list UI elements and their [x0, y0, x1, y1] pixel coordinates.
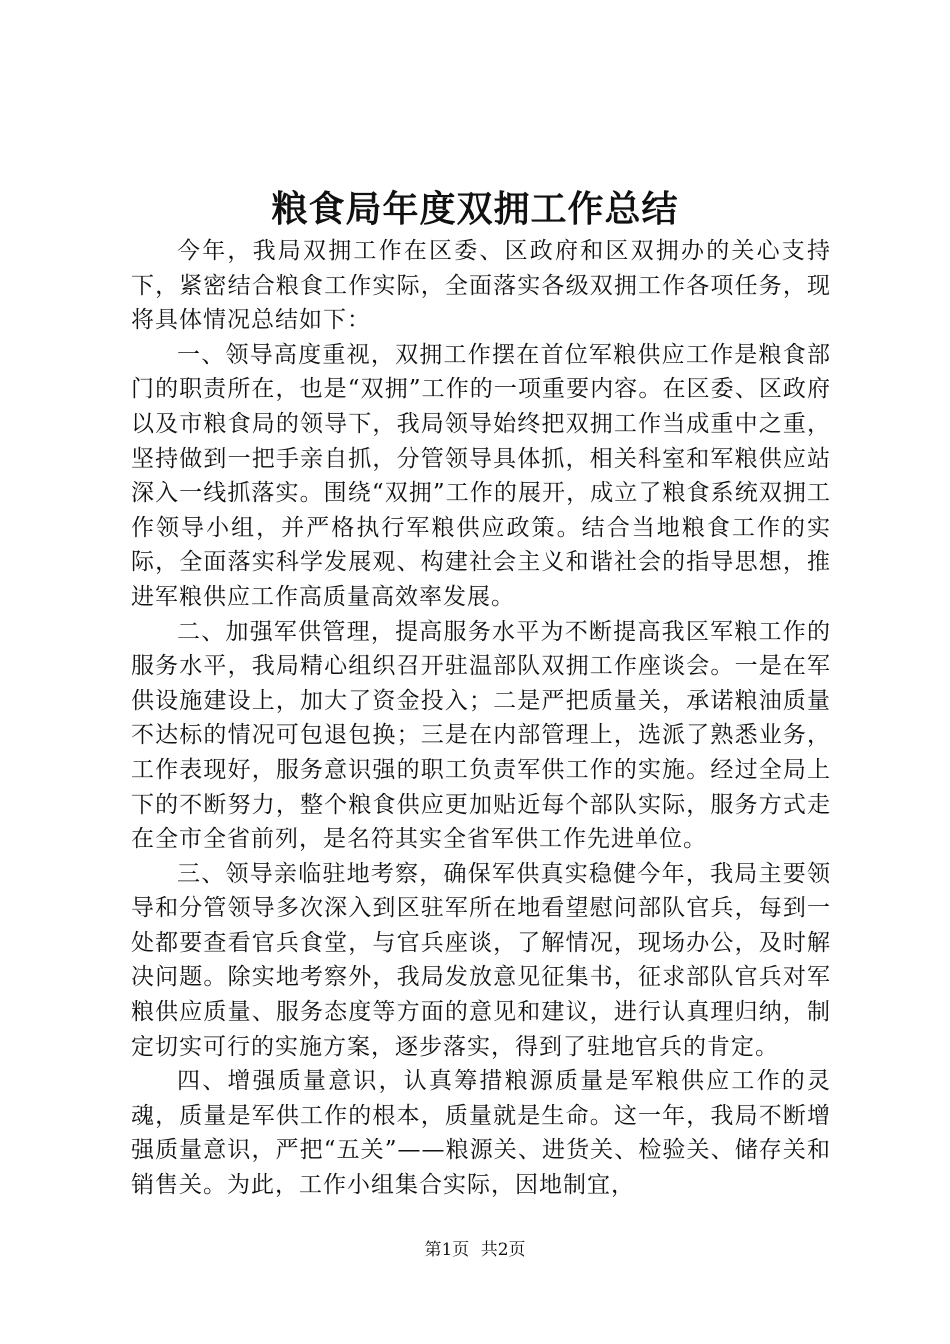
- paragraph-section-1: 一、领导高度重视，双拥工作摆在首位军粮供应工作是粮食部门的职责所在，也是“双拥”工作的一项重要内容。在区委、区政府以及市粮食局的领导下，我局领导始终把双拥工作当成重中之重，坚持做到一把手亲自抓，分管领导具体抓，相关科室和军粮供应站深入一线抓落实。围绕“双拥”工作的展开，成立了粮食系统双拥工作领导小组，并严格执行军粮供应政策。结合当地粮食工作的实际，全面落实科学发展观、构建社会主义和谐社会的指导思想，推进军粮供应工作高质量高效率发展。: [131, 341, 831, 610]
- document-title: 粮食局年度双拥工作总结: [271, 189, 679, 230]
- paragraph-section-2: 二、加强军供管理，提高服务水平为不断提高我区军粮工作的服务水平，我局精心组织召开驻温部队双拥工作座谈会。一是在军供设施建设上，加大了资金投入；二是严把质量关，承诺粮油质量不达标的情况可包退包换；三是在内部管理上，选派了熟悉业务，工作表现好，服务意识强的职工负责军供工作的实施。经过全局上下的不断努力，整个粮食供应更加贴近每个部队实际，服务方式走在全市全省前列，是名符其实全省军供工作先进单位。: [131, 618, 831, 853]
- paragraph-section-4: 四、增强质量意识，认真筹措粮源质量是军粮供应工作的灵魂，质量是军供工作的根本，质量就是生命。这一年，我局不断增强质量意识，严把“五关”——粮源关、进货关、检验关、储存关和销售关。为此，工作小组集合实际，因地制宜，: [131, 1068, 831, 1199]
- document-body: [131, 234, 831, 1203]
- page-number: 第1页: [424, 1240, 470, 1260]
- paragraph-intro: 今年，我局双拥工作在区委、区政府和区双拥办的关心支持下，紧密结合粮食工作实际，全面落实各级双拥工作各项任务，现将具体情况总结如下：: [131, 238, 831, 334]
- page-footer: [0, 1238, 950, 1262]
- paragraph-section-3: 三、领导亲临驻地考察，确保军供真实稳健今年，我局主要领导和分管领导多次深入到区驻军所在地看望慰问部队官兵，每到一处都要查看官兵食堂，与官兵座谈，了解情况，现场办公，及时解决问题。除实地考察外，我局发放意见征集书，征求部队官兵对军粮供应质量、服务态度等方面的意见和建议，进行认真理归纳，制定切实可行的实施方案，逐步落实，得到了驻地官兵的肯定。: [131, 860, 831, 1060]
- page-total: 共2页: [480, 1240, 526, 1260]
